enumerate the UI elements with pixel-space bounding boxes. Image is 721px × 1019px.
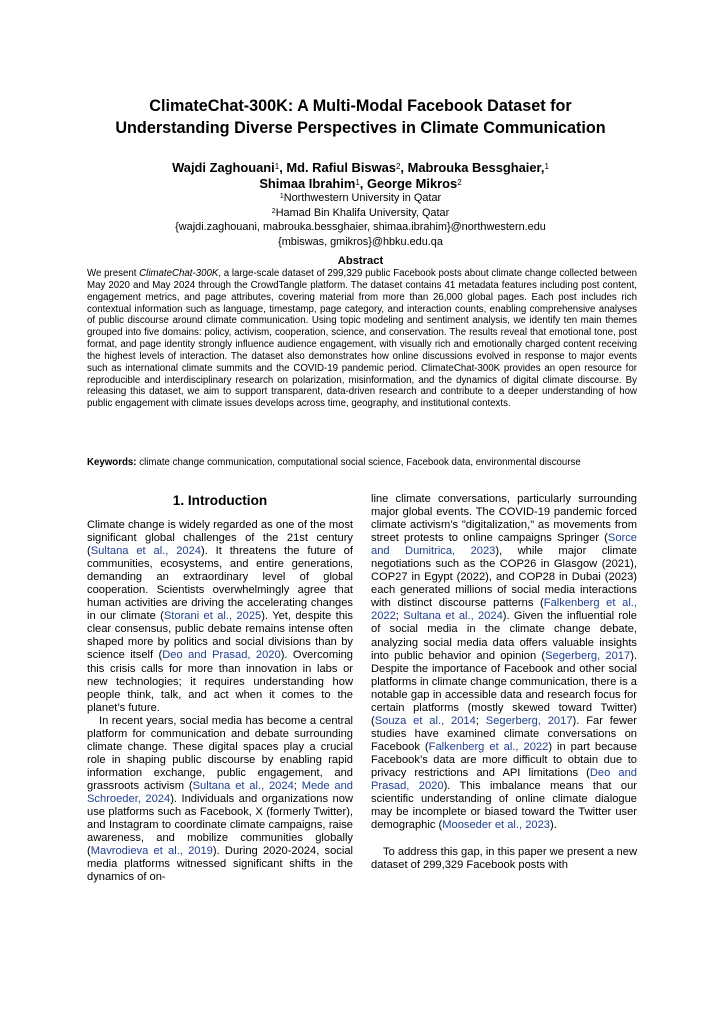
body-text: ), while major climate negotiations such as the COP26 in Glasgow (2021), COP27 in Egypt (2022), and COP28 in Dubai (2023) each generated millions of social media interactions with distinct discourse patterns (: [371, 545, 638, 610]
affiliation-mark: 1: [355, 178, 360, 187]
affiliation-mark: 1: [279, 193, 284, 200]
author-name: Shimaa Ibrahim: [259, 176, 356, 191]
affiliation-2: [60, 206, 661, 221]
author-name: Mabrouka Bessghaier,: [407, 160, 545, 175]
author-line-2: Shimaa Ibrahim$^1$, George Mikros$^2$: [259, 176, 462, 191]
body-text: ;: [293, 779, 302, 792]
citation-link[interactable]: Deo and Prasad, 2020: [371, 766, 637, 793]
citation-link[interactable]: Segerberg, 2017: [485, 714, 573, 727]
abstract-body: , a large-scale dataset of 299,329 public Facebook posts about climate change collected between May 2020 and May 2024 through the CrowdTangle platform. The dataset contains 41 metadata features including post content, engagement metrics, and page attributes, covering material from more than 26,000 global pages. Each post includes rich contextual information such as language, timestamp, page category, and interaction counts, enabling comprehensive analyses of public discourse around climate communication. Using topic modeling and sentiment analysis, we identify ten main themes grouped into five domains: policy, activism, cooperation, science, and conservation. The results reveal that emotional tone, post format, and page identity strongly influence audience engagement, with visually rich and emotionally charged content receiving the highest levels of interaction. The dataset also demonstrates how online discussions evolved in response to major events such as international climate summits and the COVID-19 pandemic period. ClimateChat-300K provides an open resource for reproducible and interdisciplinary research on polarization, misinformation, and the dynamics of digital climate discourse. By releasing this dataset, we aim to support transparent, data-driven research and contribute to a deeper understanding of how public engagement with climate issues develops across time, geography, and institutional contexts.: [87, 268, 637, 410]
paper-title: [60, 96, 661, 139]
affiliation-mark: 1: [544, 162, 549, 171]
citation-link[interactable]: Falkenberg et al., 2022: [371, 597, 637, 623]
citation-link[interactable]: Mooseder et al., 2023: [442, 819, 550, 832]
body-text: ). Overcoming this crisis calls for more than innovation in labs or new technologies; it requires understanding how people think, talk, and act when it comes to the planet’s future.: [87, 649, 353, 714]
affiliation-mark: 1: [274, 162, 280, 171]
body-text: To address this gap, in this paper we present a new dataset of 299,329 Facebook posts with: [371, 846, 637, 872]
body-text: ;: [475, 714, 486, 727]
citation-link[interactable]: Sultana et al., 2024: [403, 610, 503, 623]
intro-paragraph-4: [371, 846, 637, 872]
citation-link[interactable]: Storani et al., 2025: [163, 610, 262, 623]
affiliation-text: Northwestern University in Qatar: [283, 192, 442, 204]
body-text: ). It threatens the future of communities, ecosystems, and entire generations, demanding an extraordinary level of global cooperation. Scientists overwhelmingly agree that human activities are driving the accelerating changes in our climate (: [87, 545, 353, 623]
intro-paragraph-3: [371, 493, 637, 832]
citation-link[interactable]: Sultana et al., 2024: [192, 779, 294, 792]
section-heading-introduction: 1. Introduction: [172, 493, 268, 508]
body-text: ). During 2020-2024, social media platforms witnessed significant shifts in the dynamics of on-: [87, 845, 354, 884]
paragraph-gap: [371, 832, 637, 846]
citation-link[interactable]: Mede and Schroeder, 2024: [87, 779, 353, 805]
author-list: [60, 160, 661, 192]
body-text: ).: [549, 819, 557, 832]
keywords-label: Keywords:: [87, 457, 137, 468]
left-column: [87, 519, 353, 884]
citation-link[interactable]: Segerberg, 2017: [545, 649, 631, 662]
author-name: Md. Rafiul Biswas: [286, 160, 396, 175]
abstract-text: [87, 268, 637, 410]
body-text: ) in part because Facebook’s data are more difficult to obtain due to privacy restrictions and API limitations (: [371, 740, 638, 779]
citation-link[interactable]: Souza et al., 2014: [374, 714, 476, 727]
affiliation-mark: 2: [395, 162, 401, 171]
body-text: ). Far fewer studies have examined climate conversations on Facebook (: [371, 714, 637, 753]
keywords-text: climate change communication, computational social science, Facebook data, environmental discourse: [136, 457, 581, 468]
author-emails-2: {mbiswas, gmikros}@hbku.edu.qa: [278, 235, 443, 248]
title-line-2: Understanding Diverse Perspectives in Climate Communication: [115, 118, 606, 137]
citation-link[interactable]: Sultana et al., 2024: [90, 545, 201, 558]
affiliation-mark: 2: [457, 178, 462, 187]
citation-link[interactable]: Mavrodieva et al., 2019: [90, 845, 213, 858]
abstract-lead: We present: [87, 268, 140, 279]
body-text: ). Yet, despite this clear consensus, public debate remains intense often shaped more by politics and social divisions than by science itself (: [87, 610, 353, 662]
body-text: ). Despite the importance of Facebook and other social platforms in climate change communication, there is a notable gap in accessible data and research focus for certain platforms (mostly skewed toward Twitter) (: [371, 649, 638, 727]
citation-link[interactable]: Sorce and Dumitrica, 2023: [371, 532, 637, 558]
dataset-name: ClimateChat-300K: [139, 268, 219, 279]
abstract-heading: Abstract: [337, 255, 384, 267]
body-text: Climate change is widely regarded as one of the most significant global challenges of the 21st century (: [87, 519, 353, 558]
affiliations: [60, 191, 661, 249]
affiliation-1: [60, 191, 661, 206]
author-name: Wajdi Zaghouani: [172, 160, 275, 175]
author-name: George Mikros: [366, 176, 458, 191]
author-emails-1: {wajdi.zaghouani, mabrouka.bessghaier, shimaa.ibrahim}@northwestern.edu: [175, 221, 546, 234]
citation-link[interactable]: Deo and Prasad, 2020: [162, 649, 281, 662]
affiliation-text: Hamad Bin Khalifa University, Qatar: [275, 206, 450, 219]
body-text: In recent years, social media has become a central platform for communication and debate surrounding climate change. These digital spaces play a crucial role in shaping public discourse by enabling rapid information exchange, public engagement, and grassroots activism (: [87, 714, 353, 792]
body-text: ). Individuals and organizations now use platforms such as Facebook, X (formerly Twitter), and Instagram to coordinate climate campaigns, raise awareness, and mobilize communities globally (: [87, 792, 353, 858]
body-text: ). Given the influential role of social media in the climate change debate, analyzing social media data offers valuable insights into public behavior and opinion (: [371, 610, 637, 662]
author-line-1: Wajdi Zaghouani$^1$, Md. Rafiul Biswas$^2$, Mabrouka Bessghaier,$^1$: [172, 160, 549, 175]
affiliation-mark: 2: [271, 207, 276, 215]
body-text: ). This imbalance means that our scientific understanding of online climate dialogue may be incomplete or biased toward the Twitter user demographic (: [371, 780, 637, 832]
intro-paragraph-1: [87, 519, 353, 715]
title-line-1: ClimateChat-300K: A Multi-Modal Facebook Dataset for: [149, 97, 572, 115]
right-column: [371, 493, 637, 872]
keywords: [87, 457, 637, 469]
body-text: ;: [395, 610, 404, 623]
citation-link[interactable]: Falkenberg et al., 2022: [428, 740, 549, 753]
body-text: line climate conversations, particularly surrounding major global events. The COVID-19 pandemic forced climate activism’s "digitalization," as movements from street protests to online campaigns Springer (: [371, 493, 637, 545]
intro-paragraph-2: [87, 715, 353, 885]
